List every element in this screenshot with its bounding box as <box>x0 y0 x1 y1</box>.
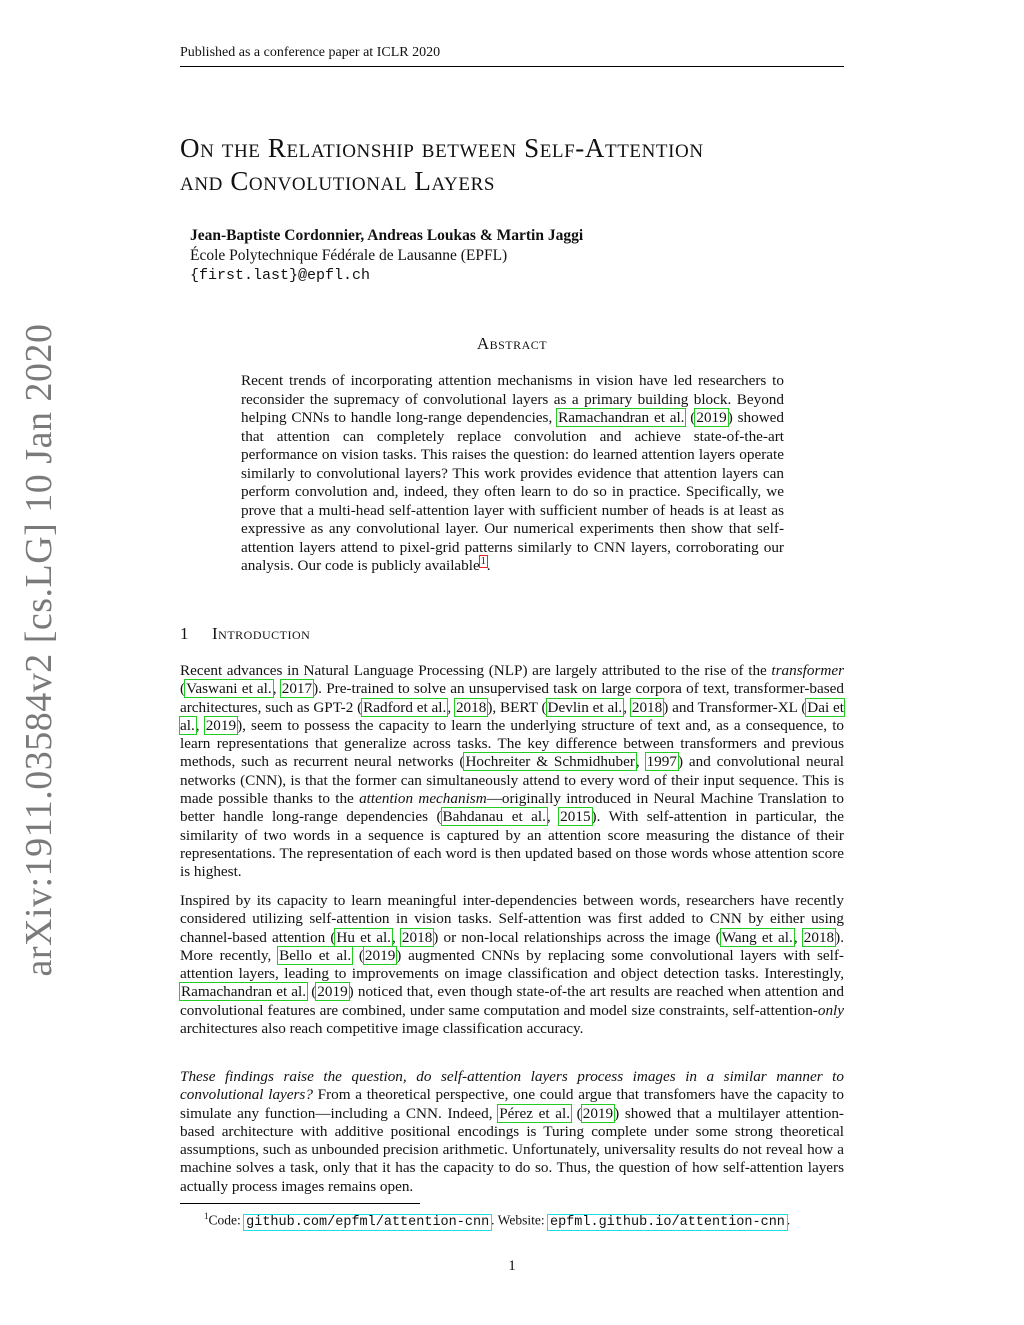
citation-year-link[interactable]: 2019 <box>696 409 727 426</box>
citation-year-link[interactable]: 2017 <box>281 680 313 698</box>
abstract-text: Recent trends of incorporating attention mechanisms in vision have led researchers to reconsider the supremacy of convolutional layers as a primary building block. Beyond helping CNNs to handle long-range dependencies, Ramachandran et al. (2019) showed that attention can completely replace convolution and achieve state-of-the-art performance on vision tasks. This raises the question: do learned attention layers operate similarly to convolutional layers? This work provides evidence that attention layers can perform convolution and, indeed, they often learn to do so in practice. Specifically, we prove that a multi-head self-attention layer with sufficient number of heads is at least as expressive as any convolutional layer. Our numerical experiments then show that self-attention layers attend to pixel-grid patterns similarly to CNN layers, corroborating our analysis. Our code is publicly available$^1$. <box>241 372 785 574</box>
citation-link[interactable]: Bello et al. <box>279 946 352 964</box>
conference-header: Published as a conference paper at ICLR 2020 <box>180 44 844 67</box>
intro-paragraph-3: These findings raise the question, do self-attention layers process images in a similar manner to convolutional layers? From a theoretical perspective, one could argue that transfomers have the capacity to simulate any function—including a CNN. Indeed, Pérez et al. (2019) showed that a multilayer attention-based architecture with additive positional encodings is Turing complete under some strong theoretical assumptions, such as unbounded precision arithmetic. Unfortunately, universality results do not reveal how a machine solves a task, only that it has the capacity to do so. Thus, the question of how self-attention layers actually process images remains open. <box>180 1068 844 1195</box>
citation-link[interactable]: Radford et al. <box>363 698 447 716</box>
citation-year-link[interactable]: 1997 <box>646 753 677 771</box>
section-heading <box>180 624 844 644</box>
footnote-mark: 1 <box>204 1211 209 1221</box>
affiliation: École Polytechnique Fédérale de Lausanne (EPFL) <box>190 247 508 264</box>
citation-link[interactable]: Vaswani et al. <box>186 680 272 698</box>
citation-link[interactable]: Devlin et al. <box>547 698 623 716</box>
website-url-link[interactable]: epfml.github.io/attention-cnn <box>549 1214 785 1230</box>
citation-link[interactable]: Hu et al. <box>336 928 391 946</box>
citation-link[interactable]: Dai et al. <box>180 698 844 734</box>
author-email: {first.last}@epfl.ch <box>190 267 371 284</box>
title-line-2: and Convolutional Layers <box>180 166 496 196</box>
citation-year-link[interactable]: 2015 <box>560 808 591 826</box>
citation-year-link[interactable]: 2018 <box>401 928 433 946</box>
code-url-link[interactable]: github.com/epfml/attention-cnn <box>246 1214 490 1230</box>
page-number: 1 <box>508 1258 516 1274</box>
footnote-rule <box>180 1203 420 1204</box>
section-number: 1 <box>180 624 189 643</box>
citation-year-link[interactable]: 2019 <box>317 983 348 1001</box>
citation-year-link[interactable]: 2018 <box>803 928 835 946</box>
abstract-heading: Abstract <box>476 334 548 353</box>
section-title: Introduction <box>212 624 311 643</box>
intro-paragraph-2: Inspired by its capacity to learn meaningful inter-dependencies between words, researchers have recently considered utilizing self-attention in vision tasks. Self-attention was first added to CNN by either using channel-based attention (Hu et al., 2018) or non-local relationships across the image (Wang et al., 2018). More recently, Bello et al. (2019) augmented CNNs by replacing some convolutional layers with self-attention layers, leading to improvements on image classification and object detection tasks. Interestingly, Ramachandran et al. (2019) noticed that, even though state-of-the art results are reached when attention and convolutional features are combined, under same computation and model size constraints, self-attention-only architectures also reach competitive image classification accuracy. <box>180 892 844 1038</box>
footnote-ref-link[interactable]: 1 <box>480 555 486 567</box>
citation-link[interactable]: Pérez et al. <box>499 1104 570 1122</box>
citation-year-link[interactable]: 2018 <box>455 698 487 716</box>
citation-link[interactable]: Wang et al. <box>721 928 793 946</box>
citation-link[interactable]: Bahdanau et al. <box>442 808 546 826</box>
author-block <box>190 226 790 286</box>
citation-year-link[interactable]: 2019 <box>582 1104 614 1122</box>
intro-paragraph-1: Recent advances in Natural Language Processing (NLP) are largely attributed to the rise of the transformer (Vaswani et al., 2017). Pre-trained to solve an unsupervised task on large corpora of text, transformer-based architectures, such as GPT-2 (Radford et al., 2018), BERT (Devlin et al., 2018) and Transformer-XL (Dai et al., 2019), seem to possess the capacity to learn the underlying structure of text and, as a consequence, to learn representations that generalize across tasks. The key difference between transformers and previous methods, such as recurrent neural networks (Hochreiter & Schmidhuber, 1997) and convolutional neural networks (CNN), is that the former can simultaneously attend to every word of their input sequence. This is made possible thanks to the attention mechanism—originally introduced in Neural Machine Translation to better handle long-range dependencies (Bahdanau et al., 2015). With self-attention in particular, the similarity of two words in a sequence is captured by an attention score measuring the distance of their representations. The representation of each word is then updated based on those words whose attention score is highest. <box>180 662 845 881</box>
citation-year-link[interactable]: 2019 <box>364 946 396 964</box>
citation-year-link[interactable]: 2018 <box>631 698 663 716</box>
citation-link[interactable]: Hochreiter & Schmidhuber <box>465 753 635 771</box>
arxiv-stamp-text: arXiv:1911.03584v2 [cs.LG] 10 Jan 2020 <box>18 323 60 977</box>
citation-year-link[interactable]: 2019 <box>205 716 237 734</box>
paper-title <box>180 132 844 198</box>
citation-link[interactable]: Ramachandran et al. <box>558 409 685 426</box>
footnote: $^1$Code: github.com/epfml/attention-cnn . Website: epfml.github.io/attention-cnn . <box>204 1211 791 1230</box>
title-line-1: On the Relationship between Self-Attention <box>180 133 704 163</box>
author-names: Jean-Baptiste Cordonnier, Andreas Loukas & Martin Jaggi <box>190 227 584 244</box>
arxiv-stamp <box>14 323 64 977</box>
citation-link[interactable]: Ramachandran et al. <box>181 983 307 1001</box>
